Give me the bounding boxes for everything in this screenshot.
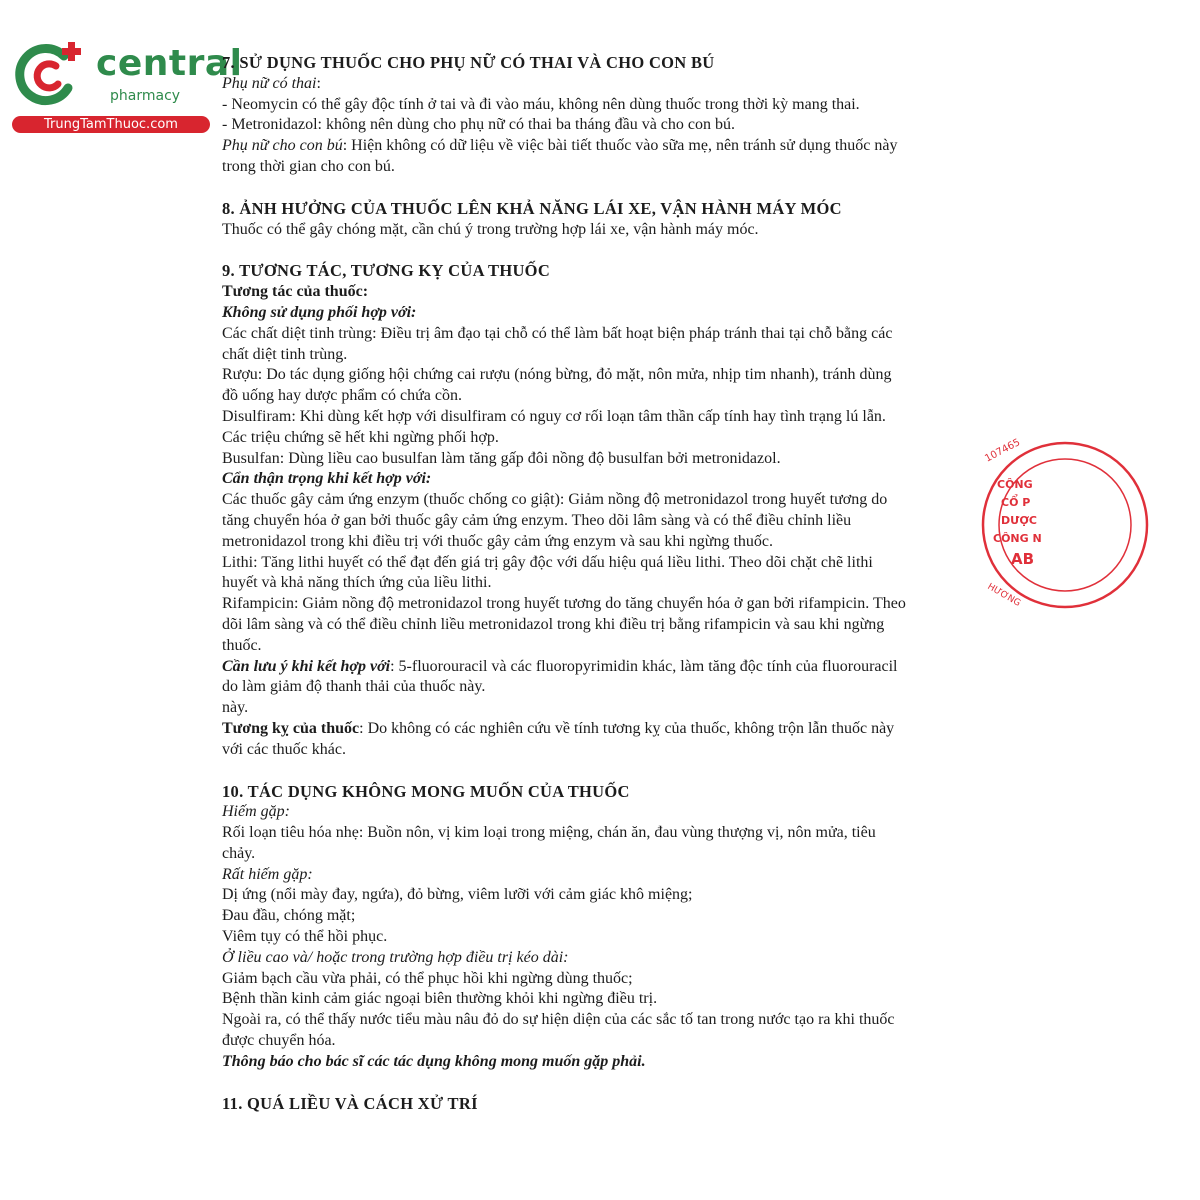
logo-subtitle: pharmacy <box>110 88 181 104</box>
very-rare-label: Rất hiếm gặp: <box>222 865 313 883</box>
logo-url-badge: TrungTamThuoc.com <box>12 116 210 133</box>
note-paragraph <box>222 657 906 699</box>
incompatibility-label: Tương kỵ của thuốc <box>222 719 360 737</box>
notify-doctor-line: Thông báo cho bác sĩ các tác dụng không mong muốn gặp phải. <box>222 1052 646 1070</box>
section-8 <box>222 199 906 241</box>
pregnant-heading <box>222 74 906 95</box>
interaction-subheading: Tương tác của thuốc: <box>222 283 369 301</box>
driving-text: Thuốc có thể gây chóng mặt, cần chú ý trong trường hợp lái xe, vận hành máy móc. <box>222 220 759 238</box>
central-pharmacy-logo <box>10 36 243 136</box>
section-9-title: 9. TƯƠNG TÁC, TƯƠNG KỴ CỦA THUỐC <box>222 261 551 281</box>
section-7 <box>222 53 906 178</box>
busulfan-paragraph: Busulfan: Dùng liều cao busulfan làm tăng gấp đôi nồng độ busulfan bởi metronidazol. <box>222 449 781 467</box>
svg-text:CÔNG N: CÔNG N <box>993 532 1042 545</box>
company-stamp-seal <box>975 437 1042 610</box>
breastfeeding-paragraph <box>222 136 906 178</box>
pregnant-label: Phụ nữ có thai <box>222 74 317 92</box>
alcohol-paragraph: Rượu: Do tác dụng giống hội chứng cai rượu (nóng bừng, đỏ mặt, nôn mửa, nhịp tim nhanh), tránh dùng đồ uống hay dược phẩm có chứa cồn. <box>222 366 892 405</box>
logo-wordmark: central <box>96 43 243 84</box>
disulfiram-paragraph: Disulfiram: Khi dùng kết hợp với disulfiram có nguy cơ rối loạn tâm thần cấp tính hay tình trạng lú lẫn. Các triệu chứng sẽ hết khi ngừng phối hợp. <box>222 407 886 446</box>
section-9 <box>222 261 906 760</box>
metronidazol-line: - Metronidazol: không nên dùng cho phụ nữ có thai ba tháng đầu và cho con bú. <box>222 116 735 134</box>
section-7-title: 7. SỬ DỤNG THUỐC CHO PHỤ NỮ CÓ THAI VÀ CHO CON BÚ <box>222 53 715 72</box>
incompatibility-paragraph <box>222 719 906 761</box>
section-11 <box>222 1094 906 1115</box>
very-rare-item: Dị ứng (nổi mày đay, ngứa), đỏ bừng, viêm lưỡi với cảm giác khô miệng; <box>222 886 693 904</box>
section-11-title: 11. QUÁ LIỀU VÀ CÁCH XỬ TRÍ <box>222 1093 478 1113</box>
note-tail: này. <box>222 699 249 717</box>
lithium-paragraph: Lithi: Tăng lithi huyết có thể đạt đến giá trị gây độc với dấu hiệu quá liều lithi. Theo dõi chặt chẽ lithi huyết và khả năng thích ứng của liều lithi. <box>222 553 873 592</box>
note-label: Cần lưu ý khi kết hợp với <box>222 657 391 675</box>
svg-text:CÔNG: CÔNG <box>997 478 1033 491</box>
pregnant-colon: : <box>316 74 321 92</box>
caution-combo-heading: Cẩn thận trọng khi kết hợp với: <box>222 470 432 488</box>
svg-text:CỔ P: CỔ P <box>1001 496 1031 509</box>
svg-text:DƯỢC: DƯỢC <box>1001 514 1038 527</box>
high-dose-label: Ở liều cao và/ hoặc trong trường hợp điều trị kéo dài: <box>222 948 569 966</box>
enzyme-paragraph: Các thuốc gây cảm ứng enzym (thuốc chống co giật): Giảm nồng độ metronidazol trong huyết tương do tăng chuyển hóa ở gan bởi thuốc gây cảm ứng enzym. Theo dõi lâm sàng và có thể điều chỉnh liều metronidazol trong khi điều trị với thuốc gây cảm ứng enzym và sau khi ngừng thuốc. <box>222 491 888 550</box>
svg-text:HƯƠNG: HƯƠNG <box>985 581 1023 609</box>
incompatibility-text: : Do không có các nghiên cứu về tính tương kỵ của thuốc, không trộn lẫn thuốc này với các thuốc khác. <box>222 719 895 758</box>
breastfeeding-label: Phụ nữ cho con bú <box>222 137 343 155</box>
section-10-title: 10. TÁC DỤNG KHÔNG MONG MUỐN CỦA THUỐC <box>222 781 630 801</box>
breastfeeding-text: : Hiện không có dữ liệu về việc bài tiết thuốc vào sữa mẹ, nên tránh sử dụng thuốc này trong thời gian cho con bú. <box>222 137 898 175</box>
section-8-title: 8. ẢNH HƯỞNG CỦA THUỐC LÊN KHẢ NĂNG LÁI XE, VẬN HÀNH MÁY MÓC <box>222 198 842 218</box>
high-dose-item: Giảm bạch cầu vừa phải, có thể phục hồi khi ngừng dùng thuốc; <box>222 969 633 987</box>
spermicide-paragraph: Các chất diệt tinh trùng: Điều trị âm đạo tại chỗ có thể làm bất hoạt biện pháp tránh thai tại chỗ bằng các chất diệt tinh trùng. <box>222 324 893 363</box>
leaflet-document <box>222 53 906 1135</box>
no-combo-heading: Không sử dụng phối hợp với: <box>222 303 417 321</box>
very-rare-item: Viêm tụy có thể hồi phục. <box>222 928 388 946</box>
neomycin-line: - Neomycin có thể gây độc tính ở tai và đi vào máu, không nên dùng thuốc trong thời kỳ mang thai. <box>222 95 860 113</box>
note-text: : 5-fluorouracil và các fluoropyrimidin khác, làm tăng độc tính của fluorouracil do làm giảm độ thanh thải của thuốc này. <box>222 657 898 696</box>
svg-text:AB: AB <box>1011 550 1035 568</box>
section-10 <box>222 782 906 1073</box>
high-dose-item: Bệnh thần kinh cảm giác ngoại biên thường khỏi khi ngừng điều trị. <box>222 990 658 1008</box>
very-rare-item: Đau đầu, chóng mặt; <box>222 907 356 925</box>
rare-text: Rối loạn tiêu hóa nhẹ: Buồn nôn, vị kim loại trong miệng, chán ăn, đau vùng thượng vị, nôn mửa, tiêu chảy. <box>222 824 876 862</box>
rifampicin-paragraph: Rifampicin: Giảm nồng độ metronidazol trong huyết tương do tăng chuyển hóa ở gan bởi rifampicin. Theo dõi lâm sàng và có thể điều chỉnh liều metronidazol trong khi điều trị bằng rifampicin và sau khi ngừng thuốc. <box>222 595 906 654</box>
central-pharmacy-c-cross-icon <box>12 38 88 114</box>
svg-text:107465: 107465 <box>983 437 1023 465</box>
urine-paragraph: Ngoài ra, có thể thấy nước tiểu màu nâu đỏ do sự hiện diện của các sắc tố tan trong nước tạo ra khi thuốc được chuyển hóa. <box>222 1011 895 1050</box>
rare-label: Hiếm gặp: <box>222 803 290 821</box>
